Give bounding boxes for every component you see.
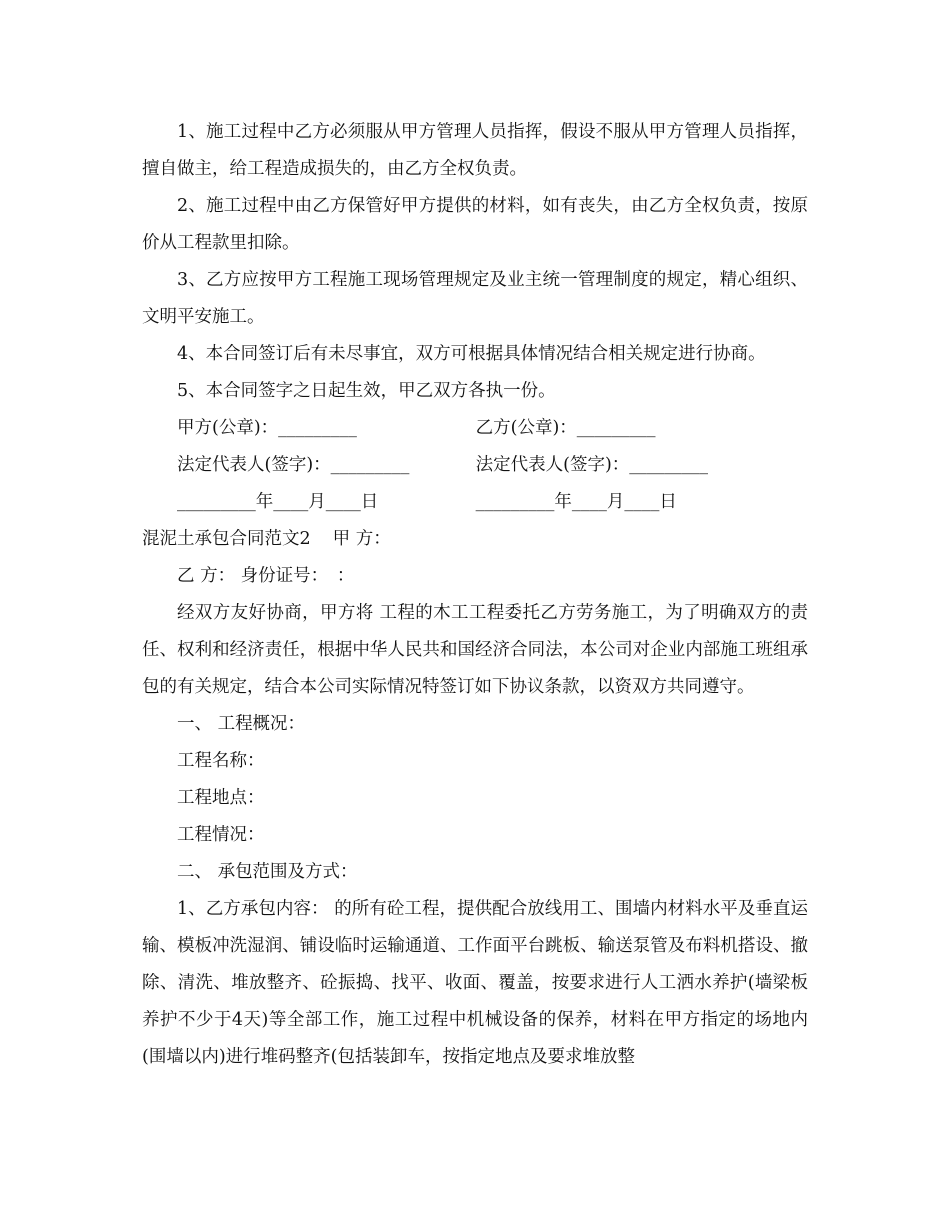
- project-name: 工程名称：: [177, 751, 265, 771]
- contract2-party-b: 乙 方： 身份证号： ：: [177, 566, 355, 586]
- contract2-intro: 经双方友好协商，甲方将 工程的木工工程委托乙方劳务施工，为了明确双方的责任、权利和经济责任，根据中华人民共和国经济合同法，本公司对企业内部施工班组承包的有关规定，结合本公司实际情况特签订如下协议条款，以资双方共同遵守。: [142, 603, 808, 697]
- project-status: 工程情况：: [177, 825, 265, 845]
- clause-4: 4、本合同签订后有未尽事宜，双方可根据具体情况结合相关规定进行协商。: [177, 344, 766, 364]
- clause-5: 5、本合同签字之日起生效，甲乙双方各执一份。: [177, 381, 556, 401]
- document-body: [142, 114, 808, 1076]
- party-a-rep: 法定代表人(签字)：_________: [177, 455, 410, 475]
- party-b-date: _________年____月____日: [475, 492, 677, 512]
- contract2-party-a: 甲 方：: [332, 529, 391, 549]
- project-location: 工程地点：: [177, 788, 265, 808]
- clause-1: 1、施工过程中乙方必须服从甲方管理人员指挥，假设不服从甲方管理人员指挥，擅自做主，给工程造成损失的，由乙方全权负责。: [142, 122, 808, 179]
- party-b-rep: 法定代表人(签字)：_________: [475, 455, 709, 475]
- contract2-title: 混泥土承包合同范文2: [142, 529, 311, 549]
- signature-seal-row: [142, 410, 808, 447]
- party-a-date: _________年____月____日: [177, 492, 379, 512]
- contract2-heading: [142, 521, 808, 558]
- party-a-seal: 甲方(公章)：_________: [177, 418, 357, 438]
- scope-paragraph: 1、乙方承包内容： 的所有砼工程，提供配合放线用工、围墙内材料水平及垂直运输、模板冲洗湿润、铺设临时运输通道、工作面平台跳板、输送泵管及布料机搭设、撤除、清洗、堆放整齐、砼振捣、找平、收面、覆盖，按要求进行人工洒水养护(墙梁板养护不少于4天)等全部工作，施工过程中机械设备的保养，材料在甲方指定的场地内(围墙以内)进行堆码整齐(包括装卸车，按指定地点及要求堆放整: [142, 899, 808, 1067]
- clause-3: 3、乙方应按甲方工程施工现场管理规定及业主统一管理制度的规定，精心组织、文明平安施工。: [142, 270, 808, 327]
- party-b-seal: 乙方(公章)：_________: [475, 418, 656, 438]
- section-1-heading: 一、 工程概况：: [177, 714, 306, 734]
- signature-date-row: [142, 484, 808, 521]
- clause-2: 2、施工过程中由乙方保管好甲方提供的材料，如有丧失，由乙方全权负责，按原价从工程款里扣除。: [142, 196, 808, 253]
- signature-rep-row: [142, 447, 808, 484]
- section-2-heading: 二、 承包范围及方式：: [177, 862, 358, 882]
